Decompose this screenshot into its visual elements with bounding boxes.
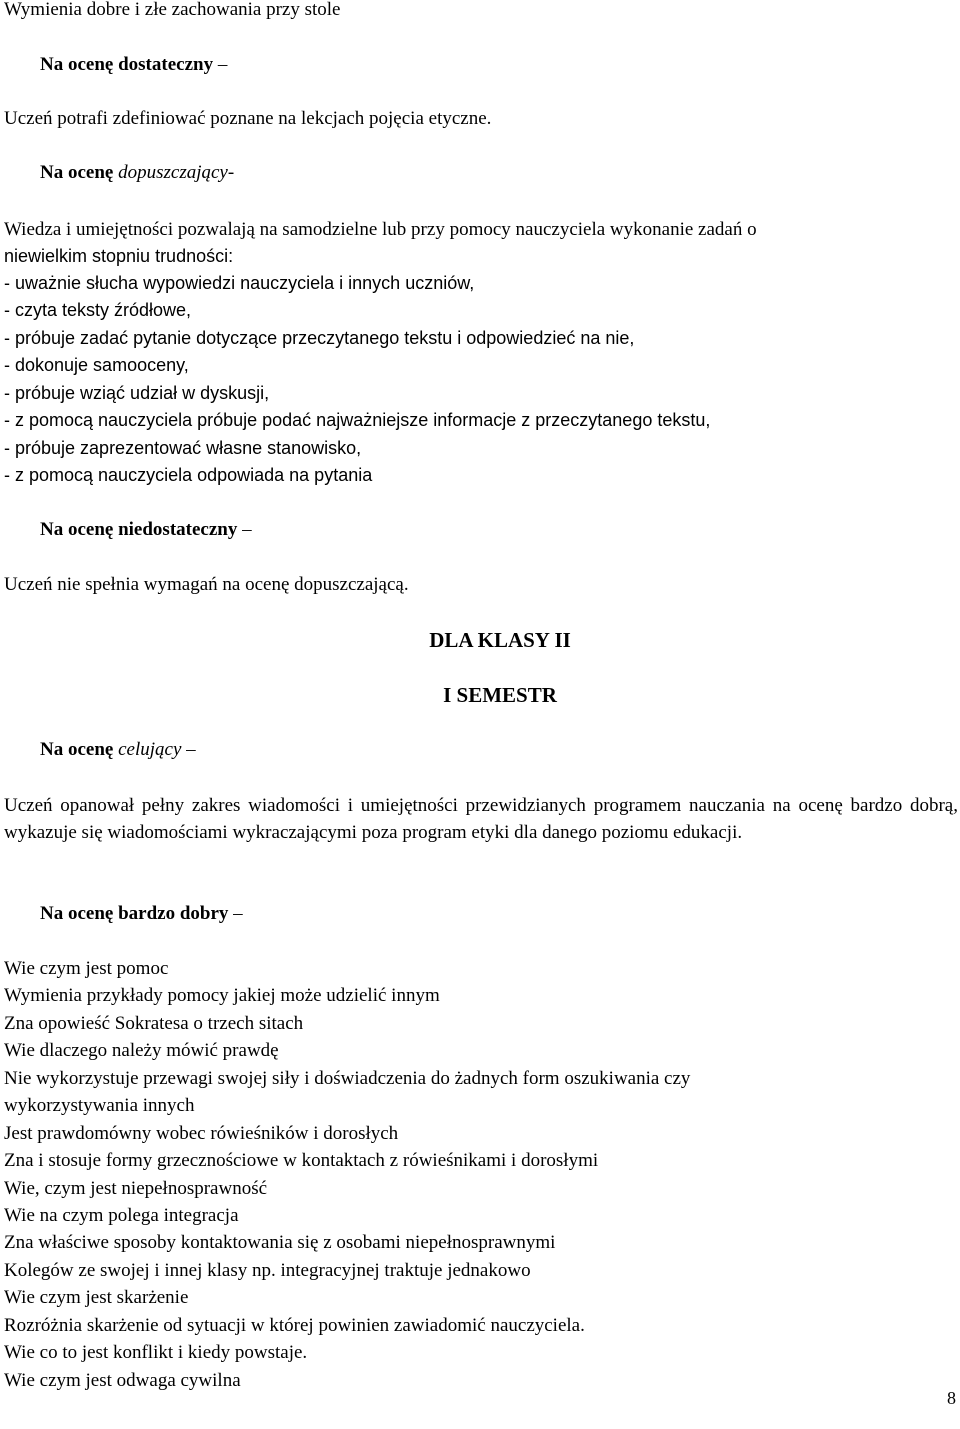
heading-celujacy xyxy=(40,740,196,760)
heading-niedostateczny-label: Na ocenę niedostateczny xyxy=(40,519,238,540)
list-item: - próbuje wziąć udział w dyskusji, xyxy=(4,383,270,403)
list-item: - dokonuje samooceny, xyxy=(4,355,189,375)
page-number: 8 xyxy=(947,1388,956,1408)
heading-bardzo-dobry-label: Na ocenę bardzo dobry xyxy=(40,903,229,924)
heading-bardzo-dobry-dash: – xyxy=(228,903,243,924)
top-line: Wymienia dobre i złe zachowania przy stole xyxy=(4,0,341,20)
list-item: Kolegów ze swojej i innej klasy np. integracyjnej traktuje jednakowo xyxy=(4,1260,531,1281)
heading-niedostateczny xyxy=(40,520,252,540)
list-item: - próbuje zaprezentować własne stanowisko, xyxy=(4,438,362,458)
dostateczny-text: Uczeń potrafi zdefiniować poznane na lekcjach pojęcia etyczne. xyxy=(4,108,492,129)
list-item: Wie dlaczego należy mówić prawdę xyxy=(4,1040,279,1061)
heading-celujacy-grade: celujący xyxy=(118,739,182,760)
dopuszczajacy-intro-line-1: Wiedza i umiejętności pozwalają na samodzielne lub przy pomocy nauczyciela wykonanie zadań o xyxy=(4,219,757,240)
heading-dostateczny-dash: – xyxy=(213,54,228,75)
list-item: Wie co to jest konflikt i kiedy powstaje. xyxy=(4,1342,308,1363)
list-item: Jest prawdomówny wobec rówieśników i dorosłych xyxy=(4,1123,399,1144)
list-item: Wie na czym polega integracja xyxy=(4,1205,239,1226)
list-item: Wie czym jest odwaga cywilna xyxy=(4,1370,241,1391)
heading-dostateczny-label: Na ocenę dostateczny xyxy=(40,54,214,75)
list-item: - czyta teksty źródłowe, xyxy=(4,300,192,320)
list-item: wykorzystywania innych xyxy=(4,1095,195,1116)
heading-dopuszczajacy xyxy=(40,163,234,183)
heading-bardzo-dobry xyxy=(40,904,243,924)
list-item: - próbuje zadać pytanie dotyczące przeczytanego tekstu i odpowiedzieć na nie, xyxy=(4,328,635,348)
list-item: - uważnie słucha wypowiedzi nauczyciela i innych uczniów, xyxy=(4,273,475,293)
semester-heading: I SEMESTR xyxy=(443,683,557,707)
heading-niedostateczny-dash: – xyxy=(237,519,252,540)
list-item: Wie czym jest skarżenie xyxy=(4,1287,189,1308)
heading-celujacy-dash: – xyxy=(181,739,196,760)
heading-dopuszczajacy-label: Na ocenę xyxy=(40,162,119,183)
list-item: Nie wykorzystuje przewagi swojej siły i doświadczenia do żadnych form oszukiwania czy xyxy=(4,1068,691,1089)
list-item: - z pomocą nauczyciela odpowiada na pytania xyxy=(4,465,373,485)
heading-celujacy-label: Na ocenę xyxy=(40,739,119,760)
list-item: Zna właściwe sposoby kontaktowania się z osobami niepełnosprawnymi xyxy=(4,1232,556,1253)
list-item: Zna i stosuje formy grzecznościowe w kontaktach z rówieśnikami i dorosłymi xyxy=(4,1150,599,1171)
heading-dopuszczajacy-grade: dopuszczający xyxy=(118,162,228,183)
celujacy-text: Uczeń opanował pełny zakres wiadomości i umiejętności przewidzianych programem nauczania na ocenę bardzo dobrą, wykazuje się wiadomościami wykraczającymi poza program etyki dla danego poziomu edukacji. xyxy=(4,795,958,843)
class-heading: DLA KLASY II xyxy=(429,628,571,652)
list-item: Wie czym jest pomoc xyxy=(4,958,169,979)
niedostateczny-text: Uczeń nie spełnia wymagań na ocenę dopuszczającą. xyxy=(4,574,409,595)
list-item: - z pomocą nauczyciela próbuje podać najważniejsze informacje z przeczytanego tekstu, xyxy=(4,410,711,430)
list-item: Rozróżnia skarżenie od sytuacji w której powinien zawiadomić nauczyciela. xyxy=(4,1315,585,1336)
list-item: Wymienia przykłady pomocy jakiej może udzielić innym xyxy=(4,985,440,1006)
heading-dostateczny xyxy=(40,55,227,75)
list-item: Zna opowieść Sokratesa o trzech sitach xyxy=(4,1013,304,1034)
list-item: Wie, czym jest niepełnosprawność xyxy=(4,1178,268,1199)
heading-dopuszczajacy-dash: - xyxy=(227,162,235,183)
dopuszczajacy-intro-line-2: niewielkim stopniu trudności: xyxy=(4,246,234,266)
